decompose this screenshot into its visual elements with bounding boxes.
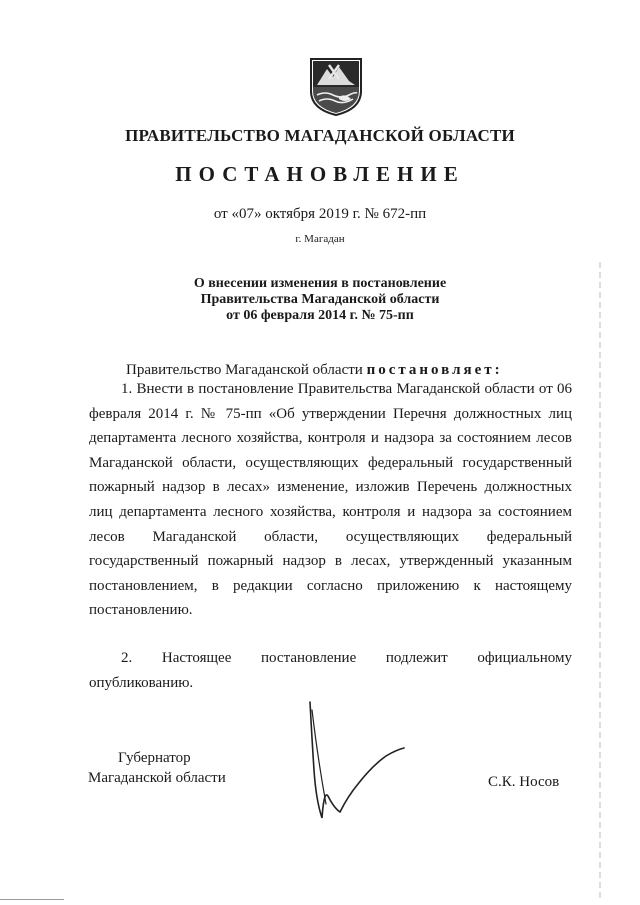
scan-foot-line xyxy=(0,898,64,901)
subject-line: О внесении изменения в постановление xyxy=(193,276,447,291)
document-subject xyxy=(0,276,640,324)
signatory-position xyxy=(88,748,226,788)
subject-line: Правительства Магаданской области xyxy=(200,292,440,307)
preamble-decree-word: постановляет: xyxy=(366,362,503,378)
signatory-position-line: Магаданской области xyxy=(88,770,226,786)
clause-2: 2. Настоящее постановление подлежит официальному опубликованию. xyxy=(89,650,572,691)
clause-1: 1. Внести в постановление Правительства Магаданской области от 06 февраля 2014 г. № 75-пп «Об утверждении Перечня должностных лиц департамента лесного хозяйства, контроля и надзора за состоянием лесов Магаданской области, осуществляющих федеральный государственный пожарный надзор в лесах» изменение, изложив Перечень должностных лиц департамента лесного хозяйства, контроля и надзора за состоянием лесов Магаданской области, осуществляющих федеральный государственный пожарный надзор в лесах, утвержденный указанным постановлением, в редакции согласно приложению к настоящему постановлению. xyxy=(89,381,572,619)
signatory-position-line: Губернатор xyxy=(118,750,191,766)
signatory-name: С.К. Носов xyxy=(488,774,560,790)
handwritten-signature xyxy=(300,700,420,830)
document-date-number: от «07» октября 2019 г. № 672-пп xyxy=(213,206,427,222)
preamble-text: Правительство Магаданской области xyxy=(126,362,363,378)
subject-line: от 06 февраля 2014 г. № 75-пп xyxy=(226,308,414,323)
organization-title: ПРАВИТЕЛЬСТВО МАГАДАНСКОЙ ОБЛАСТИ xyxy=(125,126,515,145)
document-type-title: ПОСТАНОВЛЕНИЕ xyxy=(175,162,465,186)
document-city: г. Магадан xyxy=(295,233,345,245)
coat-of-arms-icon xyxy=(309,57,363,117)
scan-edge-line xyxy=(599,262,601,902)
